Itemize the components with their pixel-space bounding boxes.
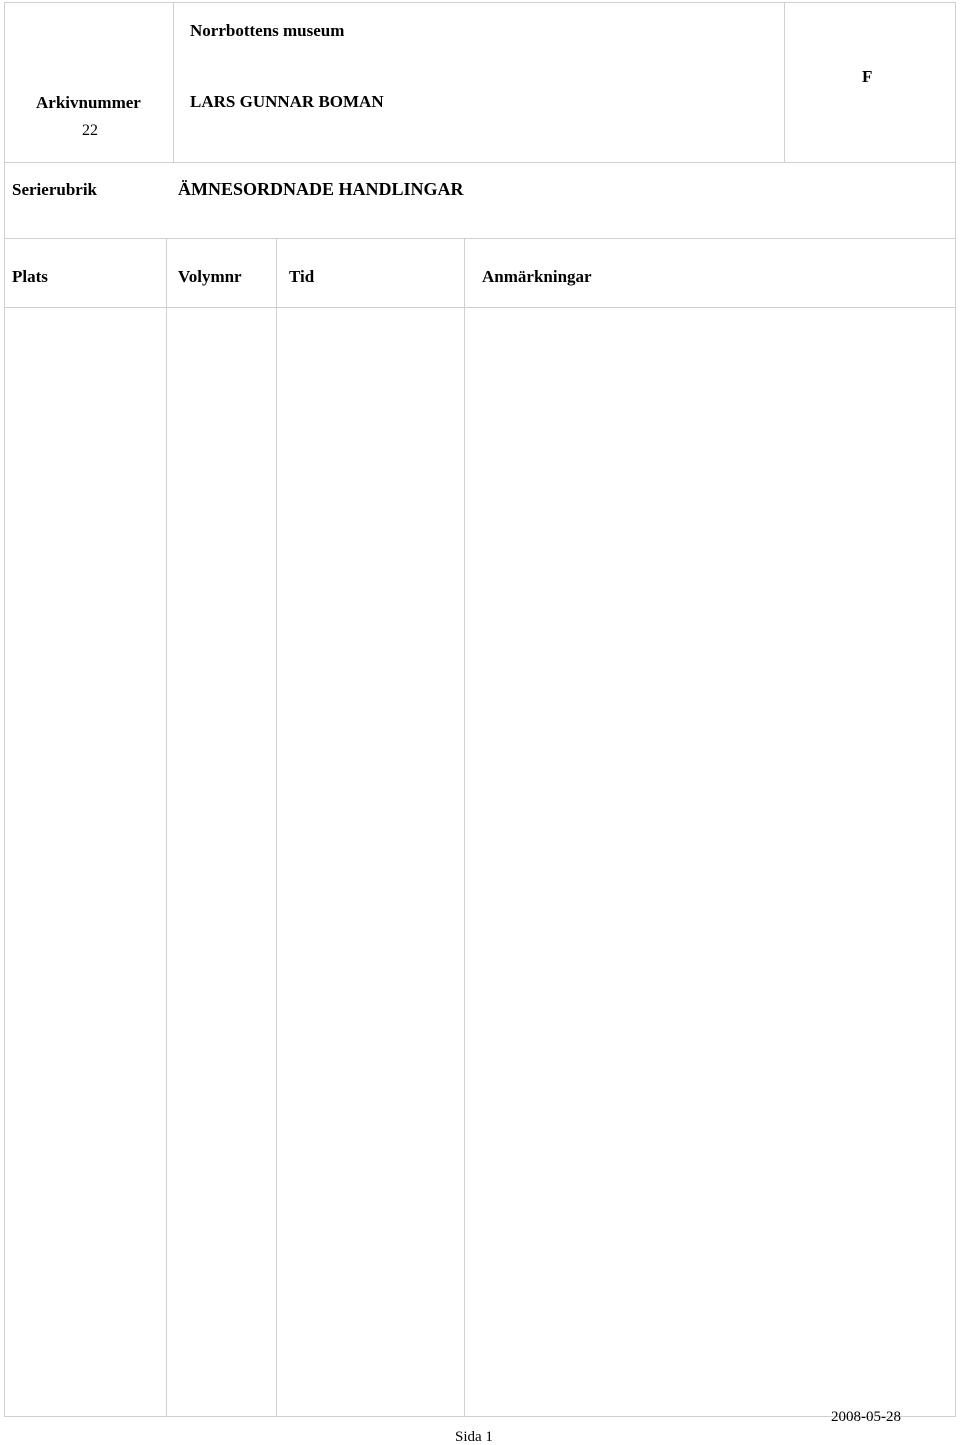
col-divider-volymnr (276, 238, 277, 1417)
table-bottom-line (4, 1416, 955, 1417)
archive-number-label: Arkivnummer (36, 93, 141, 112)
footer-date: 2008-05-28 (831, 1409, 901, 1425)
column-header-bottom-line (4, 307, 955, 308)
series-bottom-line (4, 238, 955, 239)
frame-top-line (4, 2, 955, 3)
archive-number: 22 (82, 122, 98, 139)
col-divider-plats (166, 238, 167, 1417)
frame-right-line (955, 2, 956, 1417)
institution-name: Norrbottens museum (190, 21, 345, 40)
column-header-plats: Plats (12, 267, 48, 286)
header-code-divider (784, 2, 785, 162)
column-header-volymnr: Volymnr (178, 267, 242, 286)
col-divider-tid (464, 238, 465, 1417)
page-number: Sida 1 (455, 1429, 493, 1445)
column-header-anmarkningar: Anmärkningar (482, 267, 592, 286)
series-code: F (862, 67, 873, 86)
header-bottom-line (4, 162, 955, 163)
archive-name: LARS GUNNAR BOMAN (190, 92, 384, 111)
series-label: Serierubrik (12, 180, 97, 199)
frame-left-line (4, 2, 5, 1417)
series-title: ÄMNESORDNADE HANDLINGAR (178, 179, 464, 199)
header-col-divider (173, 2, 174, 162)
column-header-tid: Tid (289, 267, 315, 286)
